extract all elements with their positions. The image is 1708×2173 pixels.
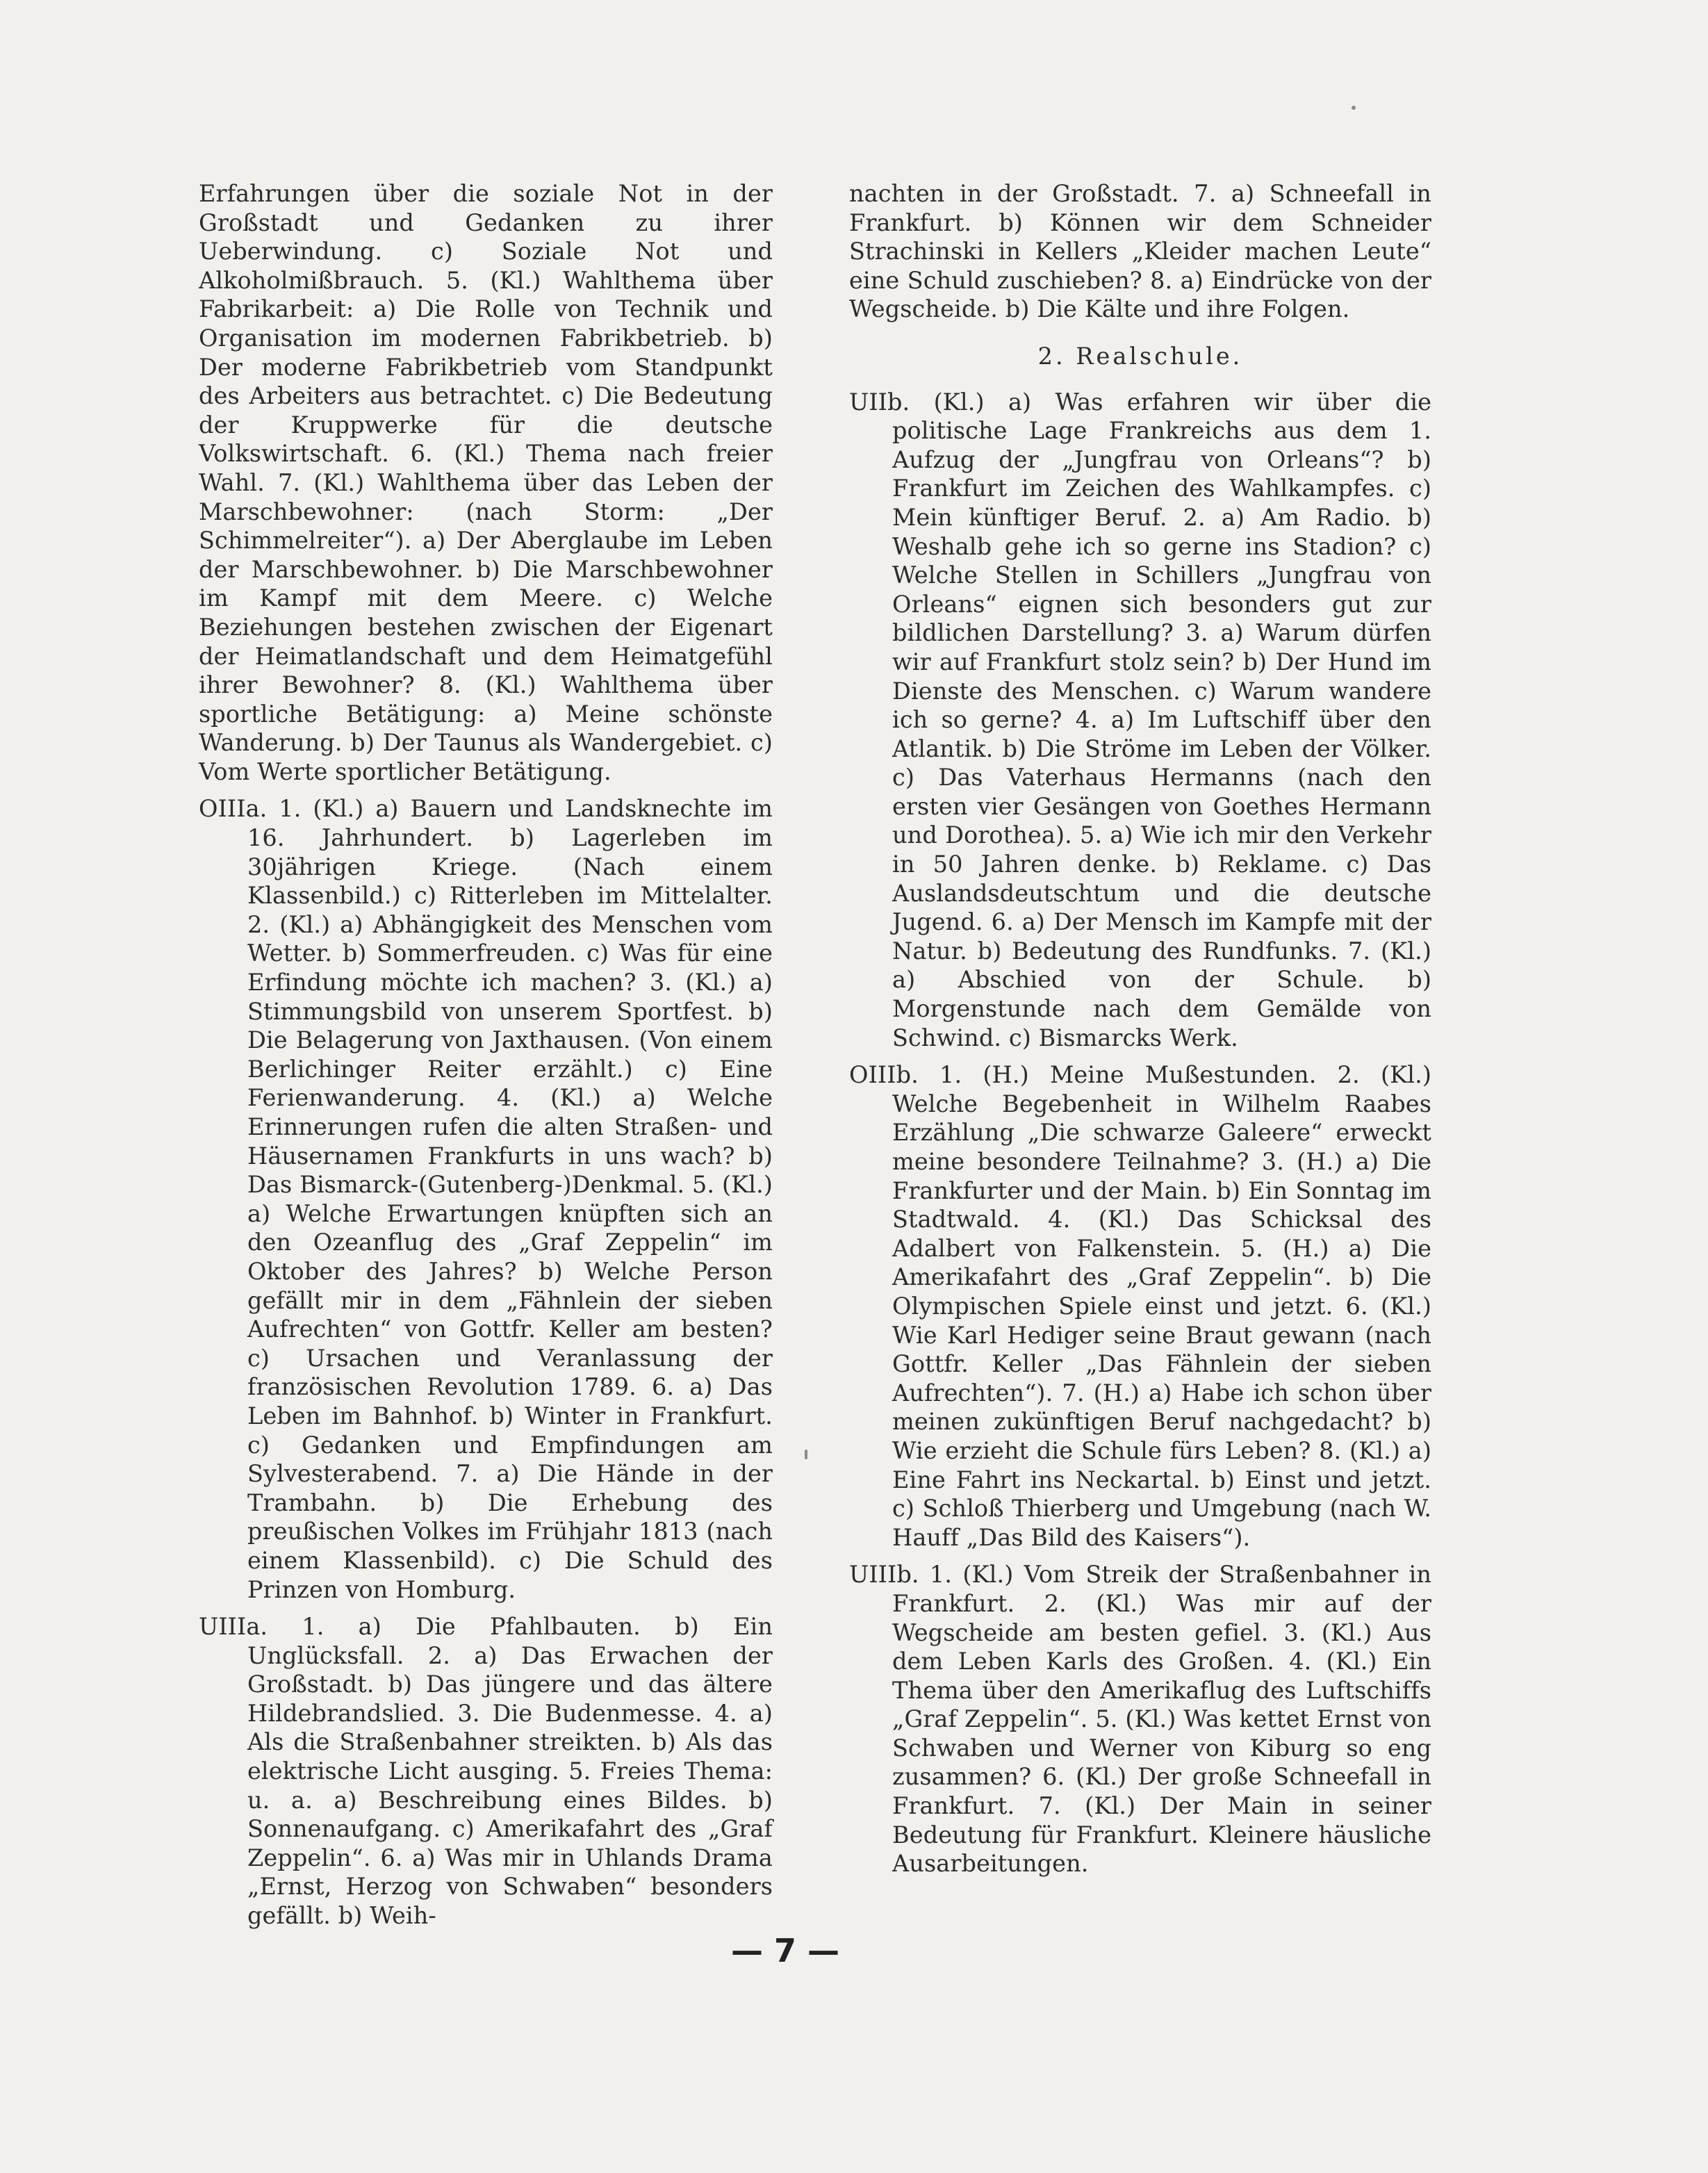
section-heading-realschule: 2. Realschule.	[1037, 342, 1243, 370]
paragraph-oiiib: OIIIb. 1. (H.) Meine Mußestunden. 2. (Kl.) Welche Begebenheit in Wilhelm Raabes Erzählung „Die schwarze Galeere“ erweckt meine besondere Teilnahme? 3. (H.) a) Die Frankfurter und der Main. b) Ein Sonntag im Stadtwald. 4. (Kl.) Das Schicksal des Adalbert von Falkenstein. 5. (H.) a) Die Amerikafahrt des „Graf Zeppelin“. b) Die Olympischen Spiele einst und jetzt. 6. (Kl.) Wie Karl Hediger seine Braut gewann (nach Gottfr. Keller „Das Fähnlein der sieben Aufrechten“). 7. (H.) a) Habe ich schon über meinen zukünftigen Beruf nachgedacht? b) Wie erzieht die Schule fürs Leben? 8. (Kl.) a) Eine Fahrt ins Neckartal. b) Einst und jetzt. c) Schloß Thierberg und Umgebung (nach W. Hauff „Das Bild des Kaisers“).	[849, 1061, 1431, 1551]
paragraph-continuation: Erfahrungen über die soziale Not in der Großstadt und Gedanken zu ihrer Ueberwindung. c) Soziale Not und Alkoholmißbrauch. 5. (Kl.) Wahlthema über Fabrikarbeit: a) Die Rolle von Technik und Organisation im modernen Fabrikbetrieb. b) Der moderne Fabrikbetrieb vom Standpunkt des Arbeiters aus betrachtet. c) Die Bedeutung der Kruppwerke für die deutsche Volkswirtschaft. 6. (Kl.) Thema nach freier Wahl. 7. (Kl.) Wahlthema über das Leben der Marschbewohner: (nach Storm: „Der Schimmelreiter“). a) Der Aberglaube im Leben der Marschbewohner. b) Die Marschbewohner im Kampf mit dem Meere. c) Welche Beziehungen bestehen zwischen der Eigenart der Heimatlandschaft und dem Heimatgefühl ihrer Bewohner? 8. (Kl.) Wahlthema über sportliche Betätigung: a) Meine schönste Wanderung. b) Der Taunus als Wandergebiet. c) Vom Werte sportlicher Betätigung.	[199, 180, 773, 785]
paragraph-uiiia: UIIIa. 1. a) Die Pfahlbauten. b) Ein Unglücksfall. 2. a) Das Erwachen der Großstadt. b) Das jüngere und das ältere Hildebrandslied. 3. Die Budenmesse. 4. a) Als die Straßenbahner streikten. b) Als das elektrische Licht ausging. 5. Freies Thema: u. a. a) Beschreibung eines Bildes. b) Sonnenaufgang. c) Amerikafahrt des „Graf Zeppelin“. 6. a) Was mir in Uhlands Drama „Ernst, Herzog von Schwaben“ besonders gefällt. b) Weih-	[199, 1613, 773, 1930]
paper-speck	[805, 1450, 807, 1459]
right-column	[849, 179, 1431, 1887]
page-number: — 7 —	[730, 1932, 840, 1969]
paragraph-oiiia: OIIIa. 1. (Kl.) a) Bauern und Landsknechte im 16. Jahrhundert. b) Lagerleben im 30jährigen Kriege. (Nach einem Klassenbild.) c) Ritterleben im Mittelalter. 2. (Kl.) a) Abhängigkeit des Menschen vom Wetter. b) Sommerfreuden. c) Was für eine Erfindung möchte ich machen? 3. (Kl.) a) Stimmungsbild von unserem Sportfest. b) Die Belagerung von Jaxthausen. (Von einem Berlichinger Reiter erzählt.) c) Eine Ferienwanderung. 4. (Kl.) a) Welche Erinnerungen rufen die alten Straßen- und Häusernamen Frankfurts in uns wach? b) Das Bismarck-(Gutenberg-)Denkmal. 5. (Kl.) a) Welche Erwartungen knüpften sich an den Ozeanflug des „Graf Zeppelin“ im Oktober des Jahres? b) Welche Person gefällt mir in dem „Fähnlein der sieben Aufrechten“ von Gottfr. Keller am besten? c) Ursachen und Veranlassung der französischen Revolution 1789. 6. a) Das Leben im Bahnhof. b) Winter in Frankfurt. c) Gedanken und Empfindungen am Sylvesterabend. 7. a) Die Hände in der Trambahn. b) Die Erhebung des preußischen Volkes im Frühjahr 1813 (nach einem Klassenbild). c) Die Schuld des Prinzen von Homburg.	[199, 795, 773, 1603]
paragraph-uiiib: UIIIb. 1. (Kl.) Vom Streik der Straßenbahner in Frankfurt. 2. (Kl.) Was mir auf der Wegscheide am besten gefiel. 3. (Kl.) Aus dem Leben Karls des Großen. 4. (Kl.) Ein Thema über den Amerikaflug des Luftschiffs „Graf Zeppelin“. 5. (Kl.) Was kettet Ernst von Schwaben und Werner von Kiburg so eng zusammen? 6. (Kl.) Der große Schneefall in Frankfurt. 7. (Kl.) Der Main in seiner Bedeutung für Frankfurt. Kleinere häusliche Ausarbeitungen.	[849, 1561, 1431, 1878]
paper-speck	[1352, 106, 1356, 110]
paragraph-continuation-right: nachten in der Großstadt. 7. a) Schneefall in Frankfurt. b) Können wir dem Schneider Strachinski in Kellers „Kleider machen Leute“ eine Schuld zuschieben? 8. a) Eindrücke von der Wegscheide. b) Die Kälte und ihre Folgen.	[849, 180, 1431, 323]
paragraph-uiib: UIIb. (Kl.) a) Was erfahren wir über die politische Lage Frankreichs aus dem 1. Aufzug der „Jungfrau von Orleans“? b) Frankfurt im Zeichen des Wahlkampfes. c) Mein künftiger Beruf. 2. a) Am Radio. b) Weshalb gehe ich so gerne ins Stadion? c) Welche Stellen in Schillers „Jungfrau von Orleans“ eignen sich besonders gut zur bildlichen Darstellung? 3. a) Warum dürfen wir auf Frankfurt stolz sein? b) Der Hund im Dienste des Menschen. c) Warum wandere ich so gerne? 4. a) Im Luftschiff über den Atlantik. b) Die Ströme im Leben der Völker. c) Das Vaterhaus Hermanns (nach den ersten vier Gesängen von Goethes Hermann und Dorothea). 5. a) Wie ich mir den Verkehr in 50 Jahren denke. b) Reklame. c) Das Auslandsdeutschtum und die deutsche Jugend. 6. a) Der Mensch im Kampfe mit der Natur. b) Bedeutung des Rundfunks. 7. (Kl.) a) Abschied von der Schule. b) Morgenstunde nach dem Gemälde von Schwind. c) Bismarcks Werk.	[849, 388, 1431, 1051]
left-column	[199, 179, 773, 1939]
